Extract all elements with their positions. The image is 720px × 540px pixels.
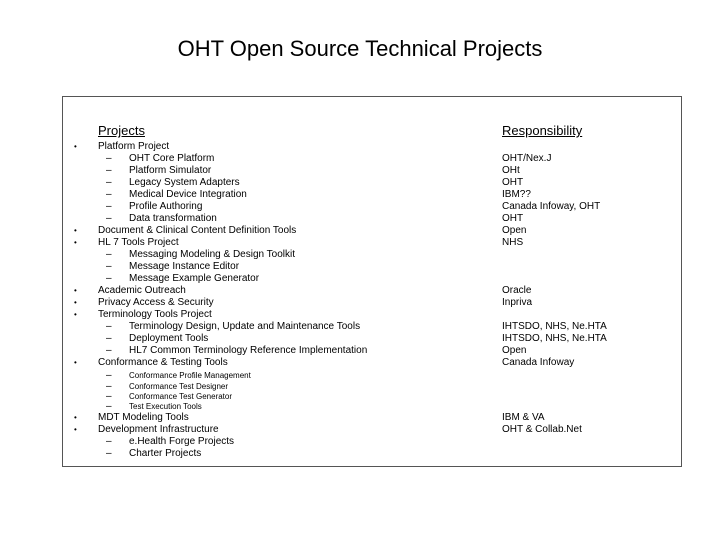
project-item: Privacy Access & Security [98,297,214,308]
bullet-icon: • [74,238,77,247]
responsibility-item: Inpriva [502,297,533,308]
dash-marker: – [106,249,112,260]
dash-marker: – [106,370,112,381]
responsibility-item: NHS [502,237,524,248]
dash-marker: – [106,436,112,447]
responsibility-item: IHTSDO, NHS, Ne.HTA [502,321,607,332]
project-subitem: Medical Device Integration [129,189,247,200]
dash-marker: – [106,448,112,459]
dash-marker: – [106,273,112,284]
bullet-icon: • [74,298,77,307]
dash-marker: – [106,321,112,332]
project-item: Platform Project [98,141,170,152]
project-item: HL 7 Tools Project [98,237,179,248]
project-item: Development Infrastructure [98,424,219,435]
project-subitem: Message Example Generator [129,273,260,284]
responsibility-item: IBM & VA [502,412,545,423]
responsibility-item: OHT/Nex.J [502,153,552,164]
bullet-icon: • [74,358,77,367]
responsibility-item: OHT & Collab.Net [502,424,582,435]
responsibility-item: OHT [502,213,524,224]
dash-marker: – [106,189,112,200]
dash-marker: – [106,213,112,224]
project-subitem: Messaging Modeling & Design Toolkit [129,249,296,260]
project-subitem: HL7 Common Terminology Reference Implementation [129,345,368,356]
project-subitem: Conformance Test Designer [129,382,229,391]
responsibility-item: Canada Infoway, OHT [502,201,601,212]
dash-marker: – [106,381,112,392]
dash-marker: – [106,391,112,402]
responsibility-header: Responsibility [502,123,583,138]
project-subitem: Conformance Test Generator [129,392,233,401]
responsibility-item: Oracle [502,285,532,296]
project-item: Terminology Tools Project [98,309,212,320]
project-subitem: Profile Authoring [129,201,203,212]
dash-marker: – [106,345,112,356]
project-subitem: Test Execution Tools [129,402,202,411]
bullet-icon: • [74,310,77,319]
bullet-icon: • [74,425,77,434]
dash-marker: – [106,201,112,212]
responsibility-item: IHTSDO, NHS, Ne.HTA [502,333,607,344]
project-item: MDT Modeling Tools [98,412,189,423]
projects-header: Projects [98,123,145,138]
project-subitem: Legacy System Adapters [129,177,240,188]
dash-marker: – [106,333,112,344]
project-subitem: Message Instance Editor [129,261,240,272]
dash-marker: – [106,401,112,412]
project-subitem: Conformance Profile Management [129,371,251,380]
project-item: Document & Clinical Content Definition Tools [98,225,297,236]
project-subitem: Terminology Design, Update and Maintenance Tools [129,321,361,332]
bullet-icon: • [74,286,77,295]
dash-marker: – [106,261,112,272]
bullet-icon: • [74,413,77,422]
project-subitem: Data transformation [129,213,217,224]
responsibility-item: IBM?? [502,189,531,200]
bullet-icon: • [74,226,77,235]
responsibility-item: OHt [502,165,520,176]
responsibility-item: OHT [502,177,524,188]
responsibility-item: Open [502,345,527,356]
responsibility-item: Canada Infoway [502,357,575,368]
bullet-icon: • [74,142,77,151]
responsibility-item: Open [502,225,527,236]
project-item: Academic Outreach [98,285,186,296]
project-subitem: Charter Projects [129,448,202,459]
slide-title: OHT Open Source Technical Projects [177,36,543,61]
project-subitem: OHT Core Platform [129,153,215,164]
project-item: Conformance & Testing Tools [98,357,228,368]
dash-marker: – [106,165,112,176]
project-subitem: Deployment Tools [129,333,209,344]
dash-marker: – [106,177,112,188]
dash-marker: – [106,153,112,164]
project-subitem: Platform Simulator [129,165,212,176]
project-subitem: e.Health Forge Projects [129,436,235,447]
